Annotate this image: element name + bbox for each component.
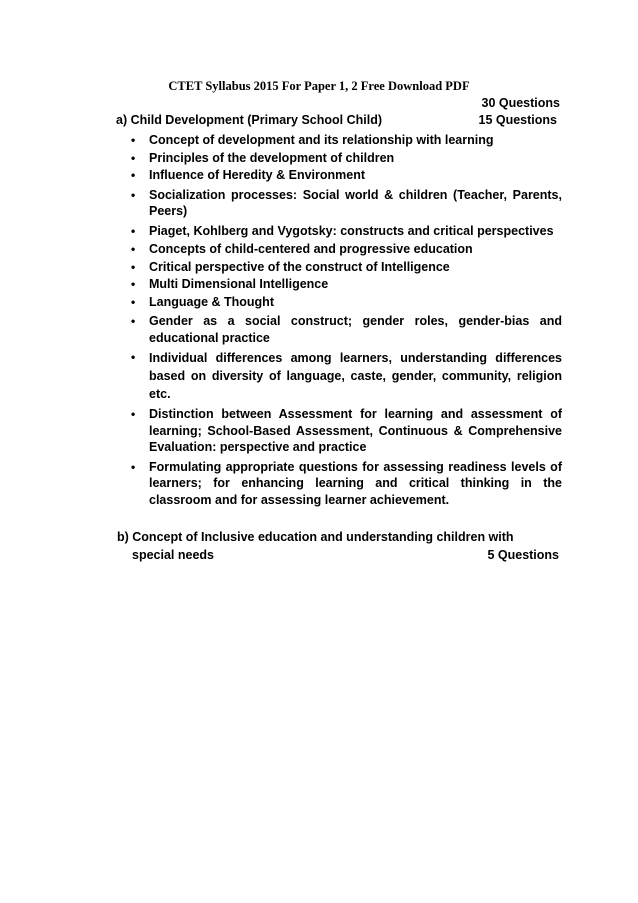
list-item: • Piaget, Kohlberg and Vygotsky: constructs and critical perspectives — [131, 223, 554, 238]
bullet-icon: • — [131, 187, 136, 202]
section-b-label-line1: b) Concept of Inclusive education and understanding children with — [117, 530, 514, 544]
list-item: • Individual differences among learners, understanding differences based on diversity of language, caste, gender, community, religion etc. — [131, 350, 562, 401]
bullet-icon: • — [131, 223, 136, 238]
bullet-icon: • — [131, 459, 136, 474]
section-a-questions: 15 Questions — [478, 113, 557, 127]
bullet-icon: • — [131, 168, 136, 182]
bullet-icon: • — [131, 314, 136, 328]
list-item: • Formulating appropriate questions for assessing readiness levels of learners; for enhancing learning and critical thinking in the classroom and for assessing learner achievement. — [131, 459, 562, 507]
bullet-icon: • — [131, 407, 136, 421]
section-a-topic-list — [131, 132, 562, 508]
list-item: • Gender as a social construct; gender roles, gender-bias and educational practice — [131, 314, 562, 345]
section-a-label: a) Child Development (Primary School Child) — [116, 113, 383, 127]
total-questions: 30 Questions — [481, 96, 560, 110]
bullet-icon: • — [131, 150, 136, 165]
bullet-icon: • — [131, 277, 136, 291]
list-item: • Concept of development and its relationship with learning — [131, 133, 494, 147]
bullet-icon: • — [131, 294, 136, 309]
section-b-heading — [117, 528, 559, 564]
list-item: • Socialization processes: Social world & children (Teacher, Parents, Peers) — [131, 187, 562, 218]
section-b-questions: 5 Questions — [487, 548, 559, 562]
list-item: • Multi Dimensional Intelligence — [131, 277, 329, 291]
bullet-icon: • — [131, 350, 136, 364]
list-item: • Influence of Heredity & Environment — [131, 168, 366, 182]
bullet-icon: • — [131, 242, 136, 256]
list-item: • Critical perspective of the construct of Intelligence — [131, 259, 450, 274]
section-b-label-row — [117, 546, 559, 564]
section-b-label-line2: special needs — [132, 548, 214, 562]
list-item: • Concepts of child-centered and progressive education — [131, 242, 473, 256]
list-item: • Language & Thought — [131, 294, 274, 309]
list-item: • Distinction between Assessment for learning and assessment of learning; School-Based Assessment, Continuous & Comprehensive Evaluation: perspective and practice — [131, 407, 562, 454]
list-item: • Principles of the development of children — [131, 150, 395, 165]
document-title: CTET Syllabus 2015 For Paper 1, 2 Free Download PDF — [168, 79, 470, 93]
section-a-heading — [116, 113, 559, 131]
bullet-icon: • — [131, 259, 136, 274]
bullet-icon: • — [131, 133, 136, 147]
